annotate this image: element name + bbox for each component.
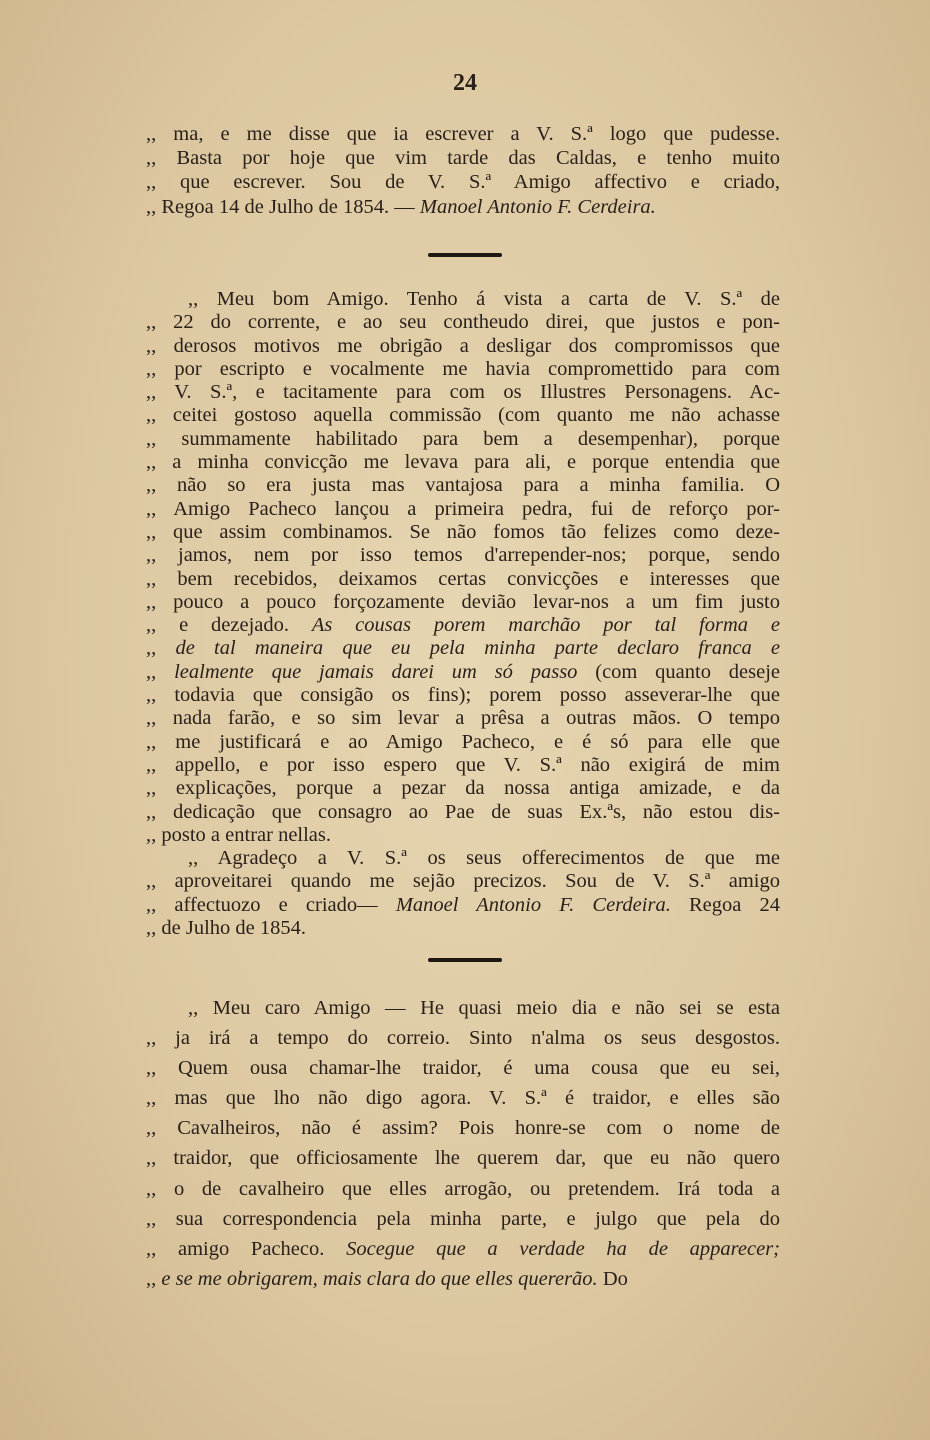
text-line bbox=[146, 684, 780, 707]
text-run: ,, que assim combinamos. Se não fomos tão felizes como deze- bbox=[146, 520, 780, 543]
text-run: ,, que escrever. Sou de V. S.ª Amigo affectivo e criado, bbox=[146, 171, 780, 194]
italic-run: Manoel Antonio F. Cerdeira. bbox=[395, 893, 671, 916]
text-run: ,, V. S.ª, e tacitamente para com os Illustres Personagens. Ac- bbox=[146, 381, 780, 404]
text-line bbox=[146, 993, 780, 1023]
text-run: ,, affectuozo e criado— bbox=[146, 893, 396, 916]
text-run: ,, jamos, nem por isso temos d'arrepender-nos; porque, sendo bbox=[146, 544, 780, 567]
italic-run: Manoel Antonio F. Cerdeira. bbox=[419, 195, 656, 218]
text-run: ,, por escripto e vocalmente me havia compromettido para com bbox=[146, 357, 780, 380]
italic-run: As cousas porem marchão por tal forma e bbox=[311, 614, 780, 637]
text-run: ,, Basta por hoje que vim tarde das Caldas, e tenho muito bbox=[146, 147, 780, 170]
text-line bbox=[146, 544, 780, 567]
text-run: ,, Quem ousa chamar-lhe traidor, é uma cousa que eu sei, bbox=[146, 1057, 780, 1080]
text-line bbox=[146, 614, 780, 637]
text-run: ,, o de cavalheiro que elles arrogão, ou pretendem. Irá toda a bbox=[146, 1177, 780, 1200]
text-run: ,, bem recebidos, deixamos certas convicções e interesses que bbox=[146, 567, 780, 590]
text-line bbox=[146, 335, 780, 358]
text-line bbox=[146, 1083, 780, 1113]
text-run: ,, Regoa 14 de Julho de 1854. — bbox=[146, 195, 420, 218]
text-line bbox=[146, 637, 780, 660]
text-run: ,, me justificará e ao Amigo Pacheco, e é só para elle que bbox=[146, 730, 780, 753]
text-line bbox=[146, 777, 780, 800]
text-run: ,, mas que lho não digo agora. V. S.ª é traidor, e elles são bbox=[146, 1087, 780, 1110]
text-line bbox=[146, 568, 780, 591]
text-line bbox=[146, 404, 780, 427]
text-run: (com quanto deseje bbox=[577, 660, 780, 683]
text-run: ,, summamente habilitado para bem a desempenhar), porque bbox=[146, 427, 780, 450]
italic-run: de tal maneira que eu pela minha parte declaro franca e bbox=[175, 637, 780, 660]
text-line bbox=[146, 428, 780, 451]
text-line bbox=[146, 195, 780, 219]
text-line bbox=[146, 381, 780, 404]
text-line bbox=[146, 731, 780, 754]
text-run: ,, a minha convicção me levava para ali, e porque entendia que bbox=[146, 451, 780, 474]
text-line bbox=[146, 1113, 780, 1143]
text-line bbox=[146, 358, 780, 381]
text-line bbox=[146, 288, 780, 311]
text-line bbox=[146, 824, 780, 847]
text-line bbox=[146, 1023, 780, 1053]
text-line bbox=[146, 122, 780, 146]
text-run: ,, 22 do corrente, e ao seu contheudo direi, que justos e pon- bbox=[146, 311, 780, 334]
text-run: ,, traidor, que officiosamente lhe querem dar, que eu não quero bbox=[146, 1147, 780, 1170]
text-run: ,, Amigo Pacheco lançou a primeira pedra, fui de reforço por- bbox=[146, 497, 780, 520]
text-run: ,, explicações, porque a pezar da nossa antiga amizade, e da bbox=[146, 777, 780, 800]
text-run: Do bbox=[597, 1267, 628, 1290]
text-run: ,, appello, e por isso espero que V. S.ª não exigirá de mim bbox=[146, 753, 780, 776]
text-run: ,, ma, e me disse que ia escrever a V. S.ª logo que pudesse. bbox=[146, 123, 780, 145]
letter-3 bbox=[146, 993, 780, 1294]
text-run: ,, ja irá a tempo do correio. Sinto n'alma os seus desgostos. bbox=[146, 1027, 780, 1050]
text-run: ,, ceitei gostoso aquella commissão (com quanto me não achasse bbox=[146, 404, 780, 427]
text-line bbox=[146, 1053, 780, 1083]
text-line bbox=[146, 146, 780, 170]
text-run: ,, e dezejado. bbox=[146, 614, 312, 637]
text-run: ,, bbox=[146, 1267, 162, 1290]
text-line bbox=[146, 451, 780, 474]
text-line bbox=[146, 521, 780, 544]
page-number: 24 bbox=[453, 70, 477, 96]
section-divider-1 bbox=[428, 253, 502, 257]
text-run: ,, todavia que consigão os fins); porem posso asseverar-lhe que bbox=[146, 684, 780, 707]
text-run: ,, Meu bom Amigo. Tenho á vista a carta de V. S.ª de bbox=[188, 288, 780, 310]
text-run: ,, de Julho de 1854. bbox=[146, 917, 306, 940]
text-run: ,, bbox=[146, 637, 176, 660]
text-line bbox=[146, 754, 780, 777]
text-line bbox=[146, 801, 780, 824]
text-line bbox=[146, 661, 780, 684]
text-run: ,, derosos motivos me obrigão a desligar dos compromissos que bbox=[146, 334, 780, 357]
text-run: ,, dedicação que consagro ao Pae de suas Ex.ªs, não estou dis- bbox=[146, 800, 780, 823]
text-line bbox=[146, 1143, 780, 1173]
italic-run: Socegue que a verdade ha de apparecer; bbox=[346, 1237, 780, 1260]
text-line bbox=[146, 1204, 780, 1234]
text-run: ,, nada farão, e so sim levar a prêsa a outras mãos. O tempo bbox=[146, 707, 780, 730]
text-line bbox=[146, 1234, 780, 1264]
text-run: ,, bbox=[146, 660, 175, 683]
text-run: ,, aproveitarei quando me sejão precizos. Sou de V. S.ª amigo bbox=[146, 870, 780, 893]
italic-run: e se me obrigarem, mais clara do que elles quererão. bbox=[161, 1267, 598, 1290]
text-line bbox=[146, 870, 780, 893]
italic-run: lealmente que jamais darei um só passo bbox=[174, 660, 578, 683]
text-run: ,, Cavalheiros, não é assim? Pois honre-se com o nome de bbox=[146, 1117, 780, 1140]
text-line bbox=[146, 1174, 780, 1204]
text-line bbox=[146, 847, 780, 870]
text-run: ,, sua correspondencia pela minha parte, e julgo que pela do bbox=[146, 1207, 780, 1230]
text-line bbox=[146, 170, 780, 194]
text-line bbox=[146, 591, 780, 614]
text-run: ,, posto a entrar nellas. bbox=[146, 823, 332, 846]
text-run: ,, Agradeço a V. S.ª os seus offerecimentos de que me bbox=[188, 847, 780, 870]
text-line bbox=[146, 311, 780, 334]
text-line bbox=[146, 1264, 780, 1294]
letter-1-ending bbox=[146, 122, 780, 219]
text-run: ,, Meu caro Amigo — He quasi meio dia e não sei se esta bbox=[188, 997, 780, 1019]
text-run: Regoa 24 bbox=[670, 893, 780, 916]
text-line bbox=[146, 707, 780, 730]
letter-2 bbox=[146, 288, 780, 940]
text-line bbox=[146, 498, 780, 521]
text-line bbox=[146, 894, 780, 917]
text-line bbox=[146, 917, 780, 940]
text-run: ,, não so era justa mas vantajosa para a minha familia. O bbox=[146, 474, 780, 497]
text-run: ,, amigo Pacheco. bbox=[146, 1237, 347, 1260]
text-run: ,, pouco a pouco forçozamente devião levar-nos a um fim justo bbox=[146, 590, 780, 613]
text-line bbox=[146, 474, 780, 497]
section-divider-2 bbox=[428, 958, 502, 962]
